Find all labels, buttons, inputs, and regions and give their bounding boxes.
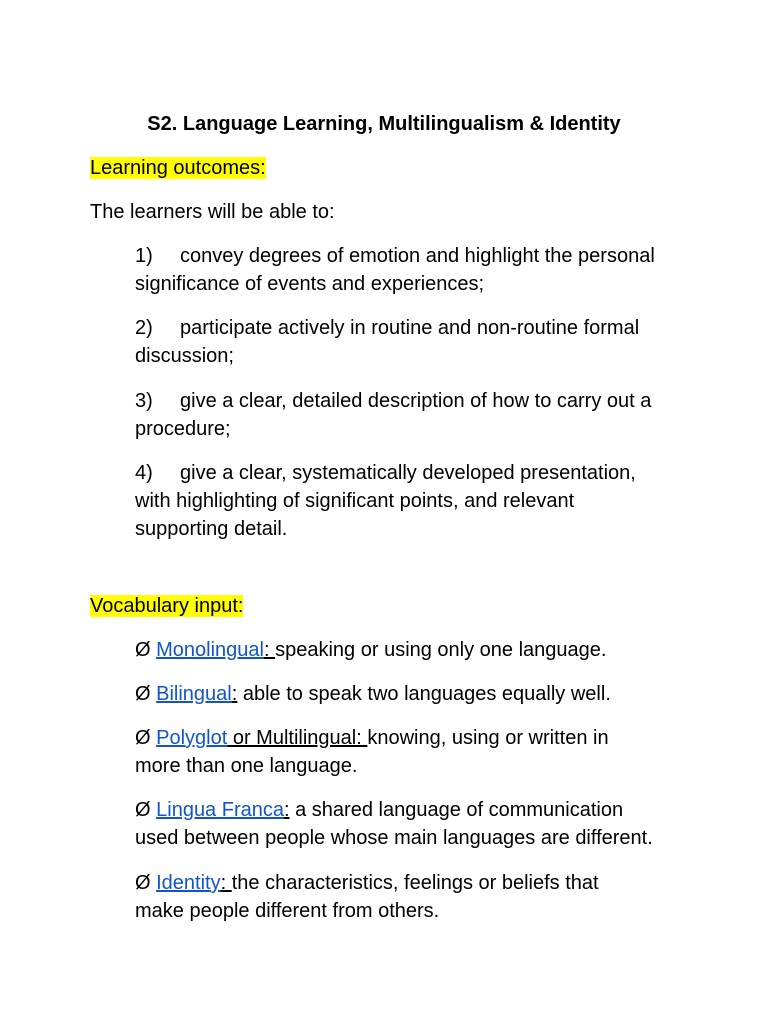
vocab-definition-continued: used between people whose main languages are different. — [135, 827, 653, 849]
outcome-number: 4) — [135, 462, 153, 484]
vocab-item — [135, 796, 653, 852]
vocabulary-heading — [90, 592, 243, 620]
outcome-text: give a clear, detailed description of how to carry out a — [180, 390, 652, 412]
outcome-item — [135, 314, 639, 370]
vocab-term-link[interactable]: Polyglot — [156, 727, 228, 749]
bullet-arrow-icon: Ø — [135, 799, 151, 821]
vocab-term-link[interactable]: Lingua Franca — [156, 799, 284, 821]
vocab-separator: : — [263, 639, 276, 661]
vocabulary-label: Vocabulary input: — [90, 595, 244, 617]
intro-text: The learners will be able to: — [90, 201, 335, 223]
outcome-text-continued: procedure; — [135, 418, 231, 440]
vocab-definition: speaking or using only one language. — [275, 639, 607, 661]
outcome-text-continued: supporting detail. — [135, 518, 288, 540]
vocab-definition: a shared language of communication — [289, 799, 624, 821]
vocab-item — [135, 636, 606, 664]
outcome-text: participate actively in routine and non-routine formal — [180, 317, 640, 339]
outcome-text: give a clear, systematically developed presentation, — [180, 462, 636, 484]
outcome-text: convey degrees of emotion and highlight the personal — [180, 245, 655, 267]
outcome-item — [135, 459, 636, 543]
vocab-definition: knowing, using or written in — [367, 727, 609, 749]
vocab-item — [135, 869, 599, 925]
vocab-definition-continued: make people different from others. — [135, 900, 440, 922]
vocab-item — [135, 724, 609, 780]
vocab-separator: : — [231, 683, 238, 705]
outcome-item — [135, 242, 655, 298]
vocab-term-extra: or Multilingual: — [227, 727, 368, 749]
vocab-definition-continued: more than one language. — [135, 755, 358, 777]
bullet-arrow-icon: Ø — [135, 727, 151, 749]
vocab-item — [135, 680, 611, 708]
bullet-arrow-icon: Ø — [135, 683, 151, 705]
page-title: S2. Language Learning, Multilingualism & Identity — [147, 113, 621, 135]
outcome-number: 3) — [135, 390, 153, 412]
vocab-definition: able to speak two languages equally well. — [237, 683, 611, 705]
vocab-term-link[interactable]: Bilingual — [156, 683, 232, 705]
bullet-arrow-icon: Ø — [135, 639, 151, 661]
vocab-term-link[interactable]: Monolingual — [156, 639, 264, 661]
learning-outcomes-heading — [90, 154, 266, 182]
outcome-text-continued: discussion; — [135, 345, 234, 367]
outcome-number: 2) — [135, 317, 153, 339]
vocab-definition: the characteristics, feelings or beliefs that — [231, 872, 599, 894]
vocab-separator: : — [284, 799, 290, 821]
outcome-item — [135, 387, 651, 443]
bullet-arrow-icon: Ø — [135, 872, 151, 894]
outcome-number: 1) — [135, 245, 153, 267]
outcome-text-continued: with highlighting of significant points, and relevant — [135, 490, 575, 512]
vocab-term-link[interactable]: Identity — [156, 872, 221, 894]
outcome-text-continued: significance of events and experiences; — [135, 273, 485, 295]
vocab-separator: : — [220, 872, 232, 894]
learning-outcomes-label: Learning outcomes: — [90, 157, 266, 179]
